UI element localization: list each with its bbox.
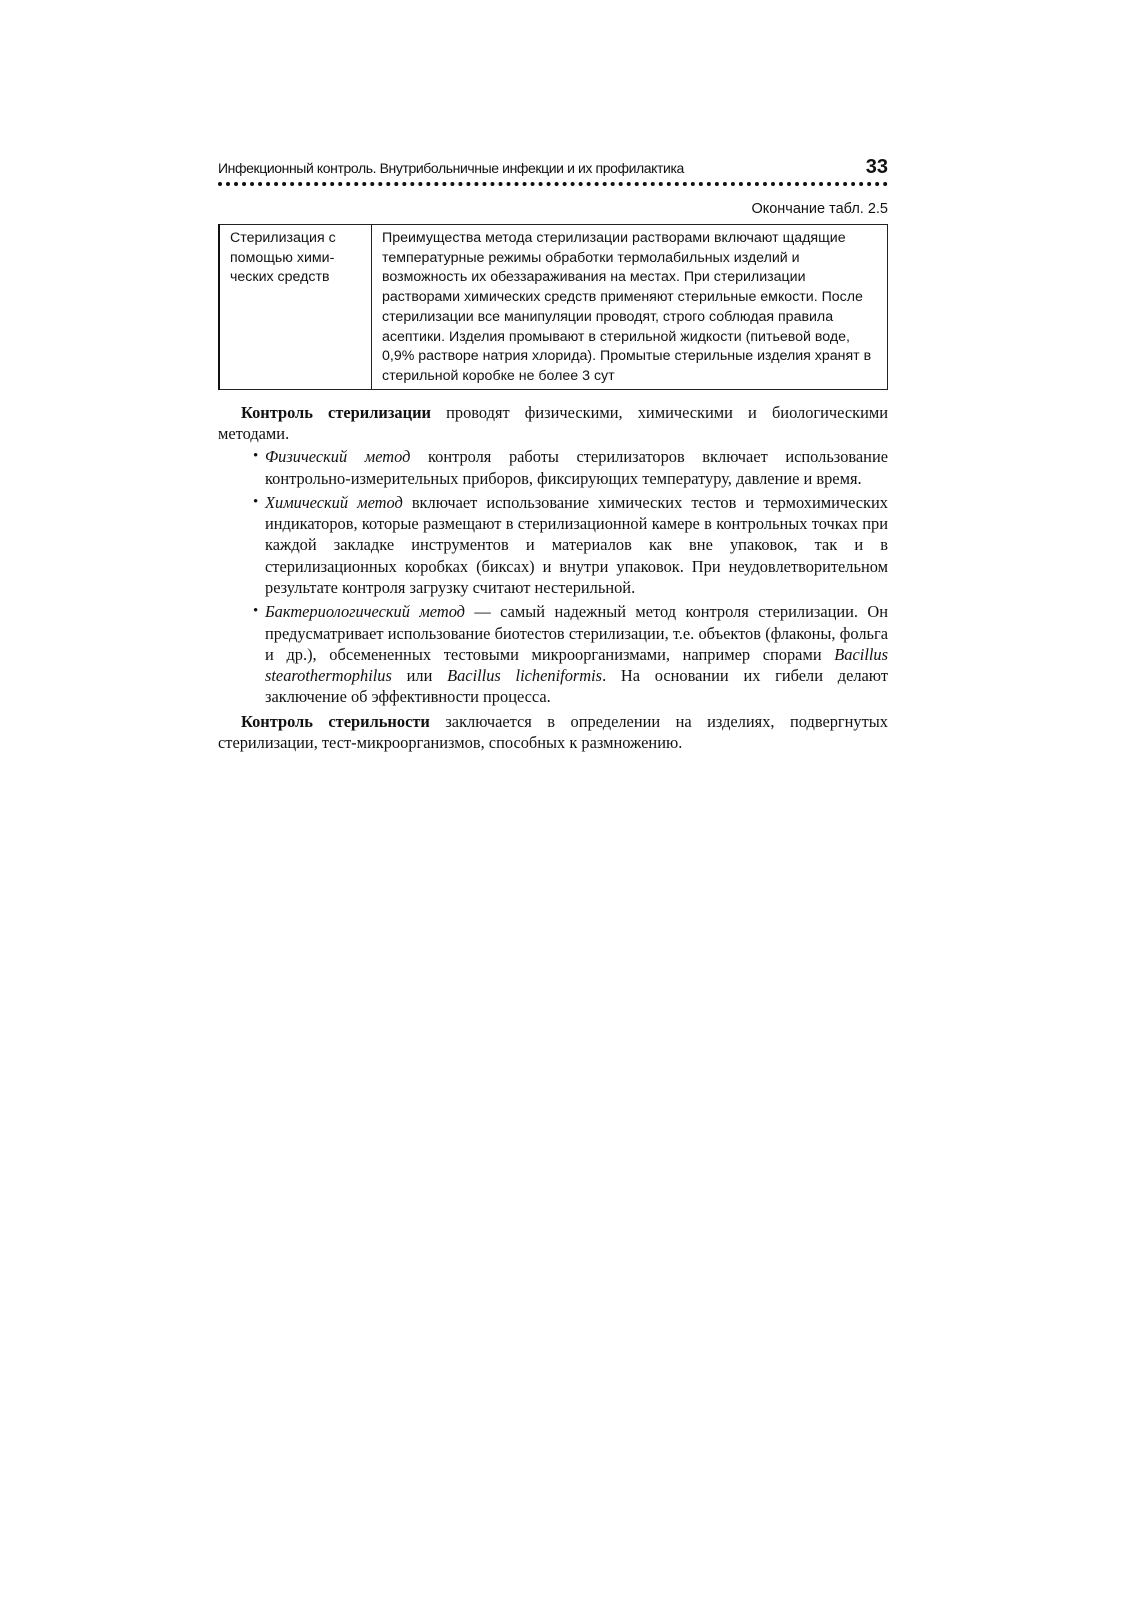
term-sterilization-control: Контроль стерилизации	[241, 402, 431, 422]
book-page	[218, 150, 888, 753]
sterilization-table	[218, 224, 888, 390]
species-name: Bacillus licheniformis	[447, 666, 603, 686]
list-item-text: или	[391, 666, 448, 686]
list-item-text: — самый надежный метод контроля стерилизации. Он предусматривает использование биотестов стерилизации, т.е. объектов (флаконы, фольга и др.), обсемененных тестовыми микроорганизмами, например спорами	[265, 602, 889, 664]
term-sterility-control: Контроль стерильности	[241, 711, 430, 731]
table-row	[219, 225, 888, 390]
page-number: 33	[865, 156, 888, 178]
table-cell-method: Стерилизация с помощью химических средств	[219, 225, 372, 390]
methods-list	[218, 446, 888, 708]
list-item-text: . На основании их гибели делают заключение об эффективности процесса.	[265, 666, 888, 707]
dotted-divider	[218, 182, 888, 186]
table-caption: Окончание табл. 2.5	[751, 201, 888, 217]
paragraph-sterilization-control	[218, 402, 888, 445]
list-item-text: контроля работы стерилизаторов включает использование контрольно-измерительных приборов, фиксирующих температуру, давление и время.	[265, 447, 888, 488]
list-item-bacteriological-method	[265, 601, 888, 707]
paragraph-sterility-control	[218, 711, 888, 754]
body-text	[218, 402, 888, 754]
list-item-physical-method	[265, 446, 888, 489]
term-bacteriological-method: Бактериологический метод	[265, 602, 465, 622]
running-title: Инфекционный контроль. Внутрибольничные инфекции и их профилактика	[218, 160, 684, 176]
running-head	[218, 150, 888, 180]
paragraph-text: заключается в определении на изделиях, подвергнутых стерилизации, тест-микроорганизмов, способных к размножению.	[218, 711, 888, 753]
list-item-text: включает использование химических тестов и термохимических индикаторов, которые размещают в стерилизационной камере в контрольных точках при каждой закладке инструментов и материалов как вне упаковок, так и в стерилизационных коробках (биксах) и внутри упаковок. При неудовлетворительном результате контроля загрузку считают нестерильной.	[265, 492, 888, 597]
table-cell-description: Преимущества метода стерилизации растворами включают щадящие температурные режимы обработки термолабильных изделий и возможность их обеззараживания на местах. При стерилизации растворами химических средств применяют стерильные емкости. После стерилизации все манипуляции проводят, строго соблюдая правила асептики. Изделия промывают в стерильной жидкости (питьевой воде, 0,9% растворе натрия хлорида). Промытые стерильные изделия хранят в стерильной коробке не более 3 сут	[372, 225, 888, 390]
term-physical-method: Физический метод	[265, 447, 411, 467]
species-name: Bacillus stearothermophilus	[265, 644, 888, 686]
paragraph-text: проводят физическими, химическими и биологическими методами.	[218, 402, 888, 443]
term-chemical-method: Химический метод	[265, 492, 403, 512]
list-item-chemical-method	[265, 492, 888, 598]
